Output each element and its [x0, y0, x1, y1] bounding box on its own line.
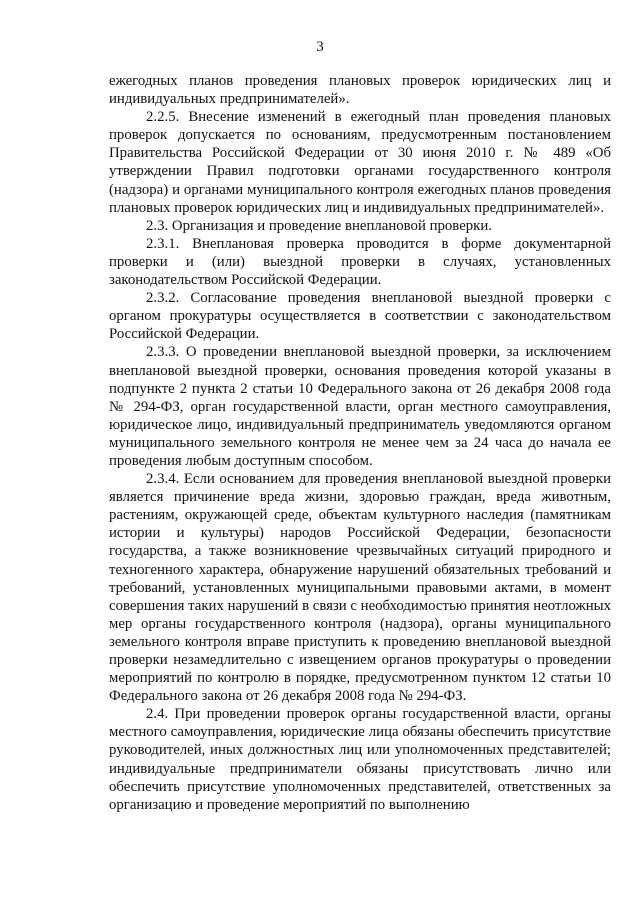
page-number: 3: [316, 39, 324, 55]
paragraph-2-3-heading: 2.3. Организация и проведение внеплановой проверки.: [146, 217, 492, 234]
document-body: [109, 72, 611, 814]
paragraph-2-4: 2.4. При проведении проверок органы государственной власти, органы местного самоуправления, юридические лица обязаны обеспечить присутствие руководителей, иных должностных лиц или уполномоченных представителей; индивидуальные предприниматели обязаны присутствовать лично или обеспечить присутствие уполномоченных представителей, ответственных за организацию и проведение мероприятий по выполнению: [109, 706, 611, 813]
paragraph-2-3-1: 2.3.1. Внеплановая проверка проводится в форме документарной проверки и (или) выездной проверки в случаях, установленных законодательством Российской Федерации.: [109, 235, 611, 289]
paragraph-2-2-5: 2.2.5. Внесение изменений в ежегодный план проведения плановых проверок допускается по основаниям, предусмотренным постановлением Правительства Российской Федерации от 30 июня 2010 г. № 489 «Об утверждении Правил подготовки органами государственного контроля (надзора) и органами муниципального контроля ежегодных планов проведения плановых проверок юридических лиц и индивидуальных предпринимателей».: [109, 109, 611, 216]
paragraph-2-3-2: 2.3.2. Согласование проведения внеплановой выездной проверки с органом прокуратуры осуществляется в соответствии с законодательством Российской Федерации.: [109, 290, 611, 343]
paragraph-2-3-4: 2.3.4. Если основанием для проведения внеплановой выездной проверки является причинение вреда жизни, здоровью граждан, вреда животным, растениям, окружающей среде, объектам культурного наследия (памятникам истории и культуры) народов Российской Федерации, безопасности государства, а также возникновение чрезвычайных ситуаций природного и техногенного характера, обнаружение нарушений обязательных требований и требований, установленных муниципальными правовыми актами, в момент совершения таких нарушений в связи с необходимостью принятия неотложных мер органы государственного контроля (надзора), органы муниципального земельного контроля вправе приступить к проведению внеплановой выездной проверки незамедлительно с извещением органов прокуратуры о проведении мероприятий по контролю в порядке, предусмотренном пунктом 12 статьи 10 Федерального закона от 26 декабря 2008 года № 294-ФЗ.: [109, 471, 611, 705]
paragraph-2-3-3: 2.3.3. О проведении внеплановой выездной проверки, за исключением внеплановой выездной проверки, основания проведения которой указаны в подпункте 2 пункта 2 статьи 10 Федерального закона от 26 декабря 2008 года № 294-ФЗ, орган государственной власти, орган местного самоуправления, юридическое лицо, индивидуальный предприниматель уведомляются органом муниципального земельного контроля не менее чем за 24 часа до начала ее проведения любым доступным способом.: [109, 344, 611, 469]
paragraph-continuation: ежегодных планов проведения плановых проверок юридических лиц и индивидуальных предпринимателей».: [109, 73, 611, 108]
